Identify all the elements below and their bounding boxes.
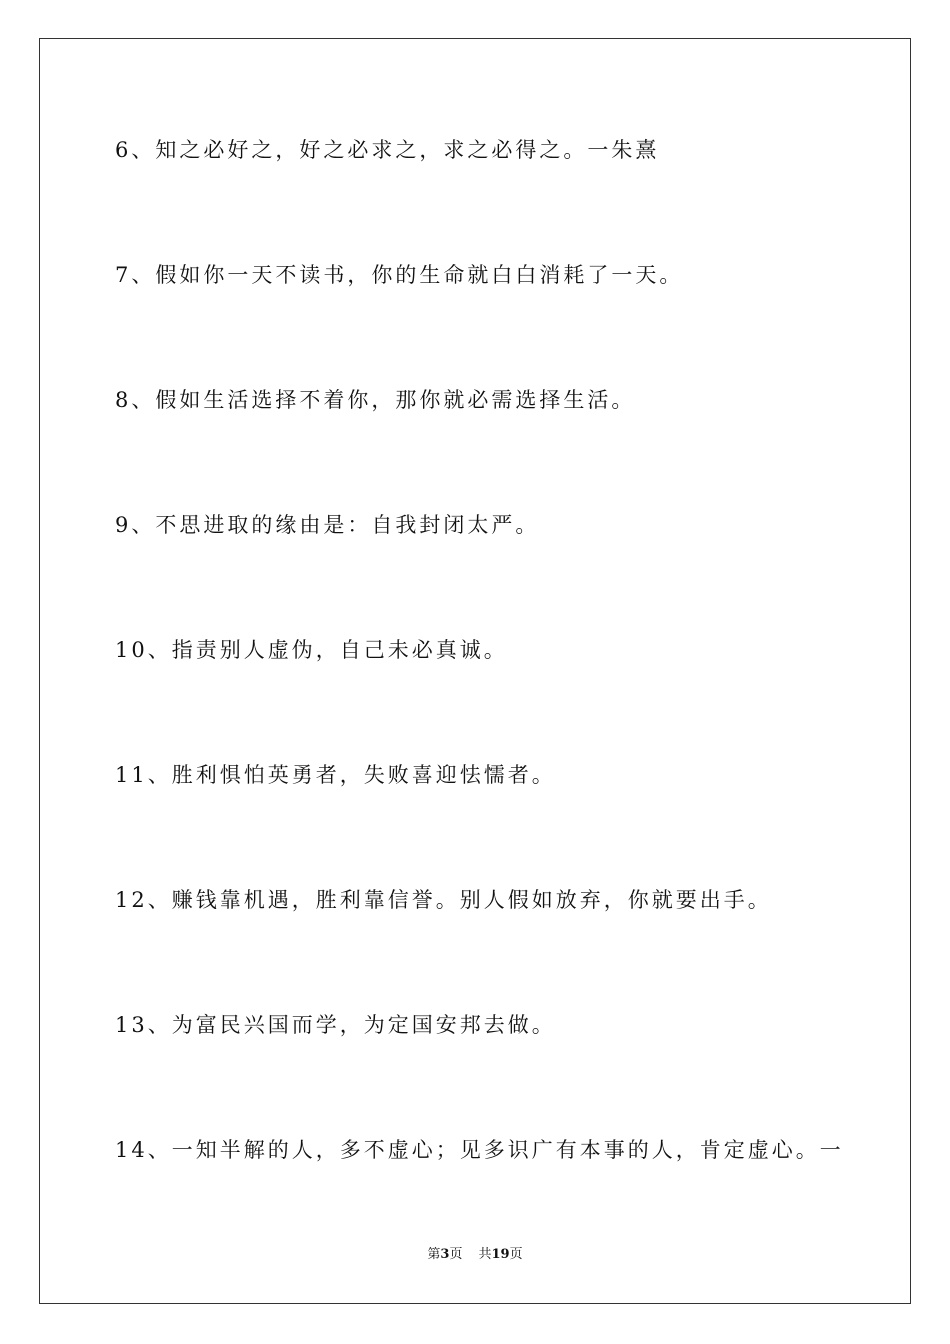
footer-total-suffix: 页 <box>509 1247 523 1262</box>
footer-page-prefix: 第 <box>427 1247 441 1262</box>
quote-line-11: 11、胜利惧怕英勇者，失败喜迎怯懦者。 <box>115 763 556 787</box>
quote-line-6: 6、知之必好之，好之必求之，求之必得之。一朱熹 <box>115 138 660 162</box>
quote-line-9: 9、不思进取的缘由是：自我封闭太严。 <box>115 513 540 537</box>
page-footer <box>0 1246 950 1264</box>
quote-line-8: 8、假如生活选择不着你，那你就必需选择生活。 <box>115 388 636 412</box>
footer-total-prefix: 共 <box>478 1247 492 1262</box>
quote-line-13: 13、为富民兴国而学，为定国安邦去做。 <box>115 1013 556 1037</box>
footer-page-number: 3 <box>440 1247 450 1262</box>
quote-line-12: 12、赚钱靠机遇，胜利靠信誉。别人假如放弃，你就要出手。 <box>115 888 772 912</box>
footer-total-number: 19 <box>491 1247 510 1262</box>
footer-page-suffix: 页 <box>449 1247 463 1262</box>
quote-line-7: 7、假如你一天不读书，你的生命就白白消耗了一天。 <box>115 263 684 287</box>
quote-line-14: 14、一知半解的人，多不虚心；见多识广有本事的人，肯定虚心。一 <box>115 1138 844 1162</box>
page-border <box>39 38 911 1304</box>
quote-line-10: 10、指责别人虚伪，自己未必真诚。 <box>115 638 508 662</box>
